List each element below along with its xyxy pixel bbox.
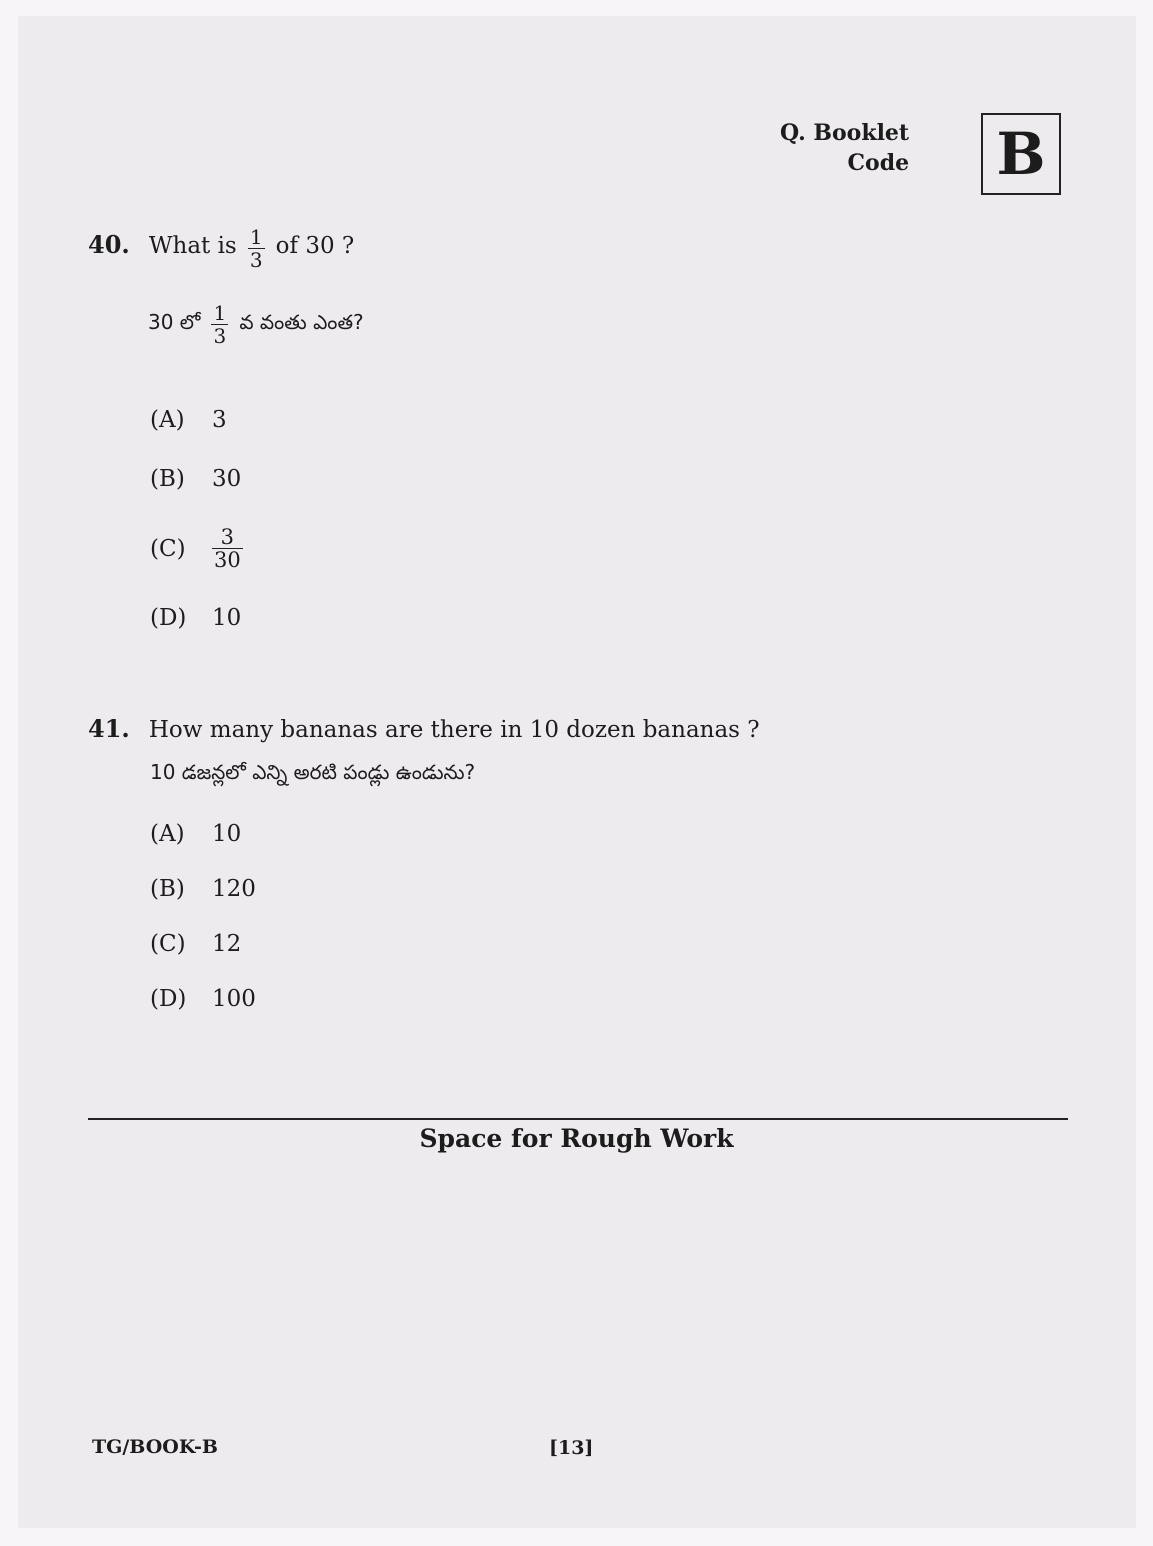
telugu-fraction: $\frac{1}{3}$ (213, 301, 227, 348)
question-40-telugu: 30 లో $\frac{1}{3}$ వ వంతు ఎంత? (148, 301, 364, 348)
divider (88, 1118, 1068, 1120)
rough-work-heading: Space for Rough Work (419, 1124, 734, 1153)
question-text: How many bananas are there in 10 dozen bananas ? (148, 717, 760, 743)
footer-book-code: TG/BOOK-B (92, 1436, 218, 1458)
booklet-code-label: Q. Booklet Code (780, 120, 910, 176)
option-d[interactable]: (D) 10 (150, 605, 242, 631)
question-text-suffix: of 30 ? (275, 233, 355, 259)
option-a[interactable]: (A) 10 (150, 821, 242, 847)
booklet-code-box: B (981, 113, 1061, 195)
question-number: 40. (88, 230, 130, 259)
option-a[interactable]: (A) 3 (150, 407, 227, 433)
option-c[interactable]: (C) $\frac{3}{30}$ (150, 525, 241, 572)
option-b[interactable]: (B) 120 (150, 876, 256, 902)
fraction-three-thirtieths: $\frac{3}{30}$ (214, 525, 241, 572)
option-b[interactable]: (B) 30 (150, 466, 242, 492)
page-number: [13] (549, 1437, 594, 1459)
question-41-telugu: 10 డజన్లలో ఎన్ని అరటి పండ్లు ఉండును? (150, 760, 476, 784)
option-d[interactable]: (D) 100 (150, 986, 256, 1012)
option-c[interactable]: (C) 12 (150, 931, 242, 957)
question-number: 41. (88, 714, 130, 743)
question-40 (88, 226, 354, 271)
question-41 (88, 714, 760, 743)
question-text-prefix: What is (148, 233, 237, 259)
fraction-one-third: $\frac{1}{3}$ (249, 225, 263, 272)
